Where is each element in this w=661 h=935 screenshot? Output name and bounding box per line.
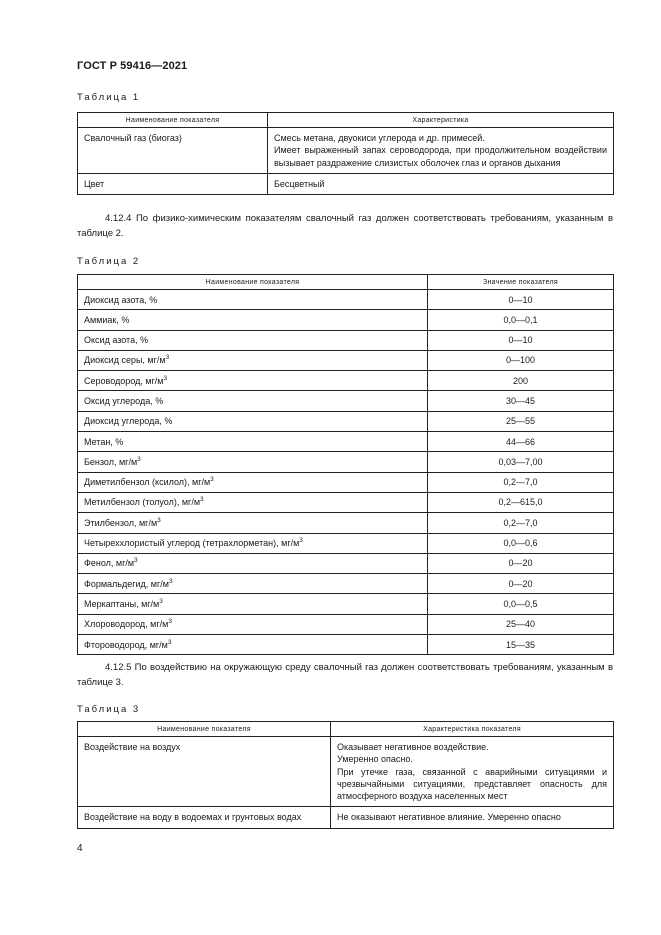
table-row: [78, 807, 614, 828]
cell-indicator: [78, 635, 428, 655]
cell-value: 0,2—7,0: [428, 513, 614, 533]
cell-value: 25—55: [428, 411, 614, 431]
table3-col-name: Наименование показателя: [78, 722, 331, 737]
cell-indicator: [78, 391, 428, 411]
table3-col-characteristic: Характеристика показателя: [331, 722, 614, 737]
unit-superscript: 3: [163, 374, 168, 382]
indicator-name: Меркаптаны, мг/м: [84, 598, 160, 609]
characteristic-line: Оказывает негативное воздействие.: [337, 742, 489, 752]
unit-superscript: 3: [157, 516, 161, 524]
characteristic-line: Имеет выраженный запах сероводорода, при продолжительном воздействии вызывает раздражение слизистых оболочек глаз и органов дыхания: [274, 145, 607, 168]
table-row: [78, 411, 614, 431]
unit-superscript: 3: [299, 537, 303, 545]
indicator-name: Оксид азота, %: [84, 335, 149, 346]
indicator-name: Формальдегид, мг/м: [84, 578, 169, 589]
cell-value: 44—66: [428, 432, 614, 452]
cell-indicator: [78, 614, 428, 634]
table1-header-row: [78, 113, 614, 128]
cell-value: 0,0—0,1: [428, 310, 614, 330]
cell-indicator: [78, 290, 428, 310]
unit-superscript: 3: [167, 638, 172, 646]
table-row: [78, 737, 614, 807]
indicator-name: Хлороводород, мг/м: [84, 619, 169, 630]
cell-characteristic: [331, 737, 614, 807]
table-row: [78, 533, 614, 553]
unit-superscript: 3: [165, 354, 170, 362]
indicator-name: Диметилбензол (ксилол), мг/м: [84, 477, 211, 488]
table-row: [78, 350, 614, 370]
table-row: [78, 330, 614, 350]
unit-superscript: 3: [200, 496, 204, 504]
table2-body: [78, 290, 614, 655]
cell-value: 200: [428, 371, 614, 391]
cell-value: 0,2—615,0: [428, 492, 614, 512]
cell-value: 30—45: [428, 391, 614, 411]
table1-col-name: Наименование показателя: [78, 113, 268, 128]
cell-value: 15—35: [428, 635, 614, 655]
cell-value: 0—100: [428, 350, 614, 370]
indicator-name: Фтороводород, мг/м: [84, 639, 168, 650]
characteristic-line: Бесцветный: [274, 178, 325, 189]
cell-name: Цвет: [78, 173, 268, 194]
table-row: [78, 432, 614, 452]
table2: [77, 274, 614, 655]
cell-value: 0,0—0,5: [428, 594, 614, 614]
table-row: [78, 594, 614, 614]
characteristic-line: Умеренно опасно.: [337, 754, 413, 765]
cell-name: Воздействие на воздух: [78, 737, 331, 807]
paragraph-4-12-5: 4.12.5 По воздействию на окружающую среду свалочный газ должен соответствовать требованиям, указанным в таблице 3.: [77, 662, 613, 688]
indicator-name: Диоксид азота, %: [84, 294, 158, 305]
table-row: [78, 452, 614, 472]
cell-value: 0—10: [428, 330, 614, 350]
cell-characteristic: [331, 807, 614, 828]
cell-value: 0,03—7,00: [428, 452, 614, 472]
table2-caption: Таблица 2: [77, 256, 141, 267]
cell-indicator: [78, 411, 428, 431]
cell-indicator: [78, 574, 428, 594]
cell-indicator: [78, 330, 428, 350]
cell-characteristic: [268, 173, 614, 194]
cell-value: 0,2—7,0: [428, 472, 614, 492]
cell-name: Свалочный газ (биогаз): [78, 128, 268, 174]
unit-superscript: 3: [168, 577, 173, 585]
cell-indicator: [78, 310, 428, 330]
cell-value: 0—10: [428, 290, 614, 310]
cell-indicator: [78, 594, 428, 614]
indicator-name: Фенол, мг/м: [84, 558, 135, 569]
table-row: [78, 492, 614, 512]
cell-indicator: [78, 513, 428, 533]
unit-superscript: 3: [134, 557, 138, 565]
table3-caption: Таблица 3: [77, 704, 141, 715]
table-row: [78, 290, 614, 310]
page-number: 4: [77, 843, 83, 854]
cell-indicator: [78, 553, 428, 573]
table1: [77, 112, 614, 195]
characteristic-line: Не оказывают негативное влияние. Умеренно опасно: [337, 812, 561, 823]
table-row: [78, 310, 614, 330]
table-row: [78, 391, 614, 411]
cell-indicator: [78, 533, 428, 553]
paragraph-4-12-4: 4.12.4 По физико-химическим показателям свалочный газ должен соответствовать требованиям, указанным в таблице 2.: [77, 213, 613, 239]
cell-indicator: [78, 472, 428, 492]
table-row: [78, 635, 614, 655]
table3: [77, 721, 614, 829]
table-row: [78, 128, 614, 174]
indicator-name: Диоксид серы, мг/м: [84, 355, 166, 366]
characteristic-line: При утечке газа, связанной с аварийными ситуациями и чрезвычайными ситуациями, представляет опасность для атмосферного воздуха населенных мест: [337, 766, 607, 802]
unit-superscript: 3: [159, 597, 163, 605]
table-row: [78, 614, 614, 634]
characteristic-line: Смесь метана, двуокиси углерода и др. примесей.: [274, 133, 485, 143]
indicator-name: Оксид углерода, %: [84, 395, 164, 406]
table3-header-row: [78, 722, 614, 737]
document-header: ГОСТ Р 59416—2021: [77, 60, 188, 72]
table-row: [78, 513, 614, 533]
indicator-name: Метан, %: [84, 436, 124, 447]
table-row: [78, 574, 614, 594]
table2-col-name: Наименование показателя: [78, 275, 428, 290]
table-row: [78, 472, 614, 492]
unit-superscript: 3: [210, 476, 214, 484]
indicator-name: Четыреххлористый углерод (тетрахлорметан), мг/м: [84, 538, 300, 549]
table-row: [78, 553, 614, 573]
cell-indicator: [78, 371, 428, 391]
cell-value: 0,0—0,6: [428, 533, 614, 553]
indicator-name: Диоксид углерода, %: [84, 416, 173, 427]
indicator-name: Сероводород, мг/м: [84, 375, 164, 386]
cell-name: Воздействие на воду в водоемах и грунтовых водах: [78, 807, 331, 828]
unit-superscript: 3: [168, 618, 172, 626]
cell-value: 0—20: [428, 574, 614, 594]
indicator-name: Этилбензол, мг/м: [84, 517, 158, 528]
cell-characteristic: [268, 128, 614, 174]
table2-header-row: [78, 275, 614, 290]
table2-col-value: Значение показателя: [428, 275, 614, 290]
unit-superscript: 3: [137, 455, 141, 463]
table1-caption: Таблица 1: [77, 92, 141, 103]
cell-indicator: [78, 432, 428, 452]
indicator-name: Метилбензол (толуол), мг/м: [84, 497, 201, 508]
cell-indicator: [78, 350, 428, 370]
table1-col-characteristic: Характеристика: [268, 113, 614, 128]
cell-indicator: [78, 492, 428, 512]
cell-indicator: [78, 452, 428, 472]
indicator-name: Бензол, мг/м: [84, 456, 138, 467]
cell-value: 0—20: [428, 553, 614, 573]
table3-body: [78, 737, 614, 829]
cell-value: 25—40: [428, 614, 614, 634]
table1-body: [78, 128, 614, 195]
indicator-name: Аммиак, %: [84, 314, 130, 325]
table-row: [78, 173, 614, 194]
table-row: [78, 371, 614, 391]
